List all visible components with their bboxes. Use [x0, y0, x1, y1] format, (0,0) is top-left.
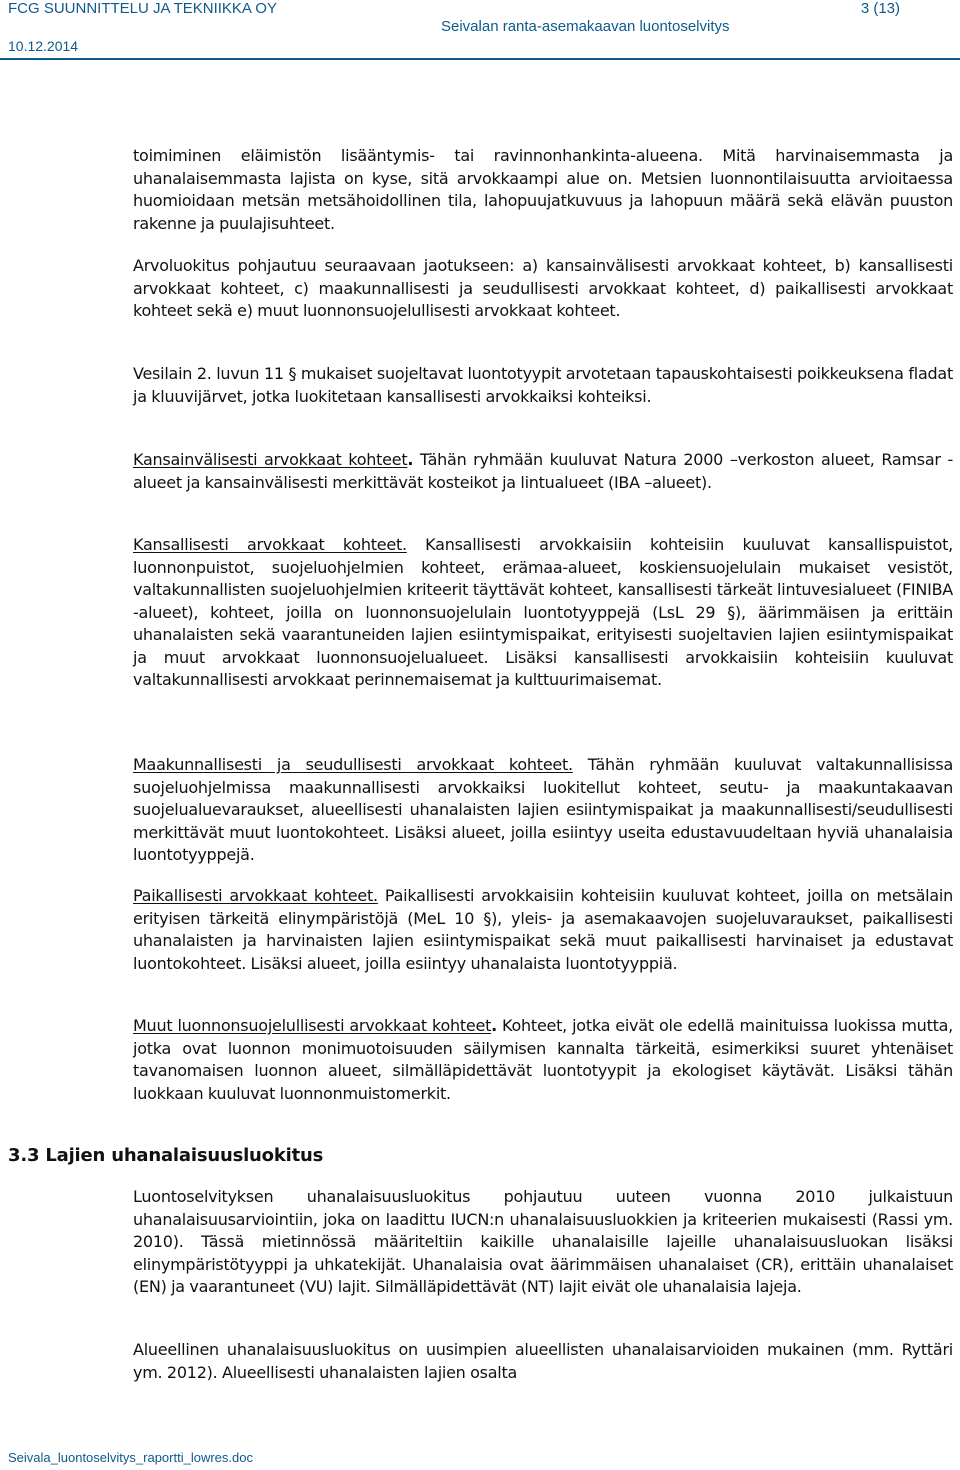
paragraph-regional-red-list — [133, 1339, 953, 1384]
paragraph-text: Alueellinen uhanalaisuusluokitus on uusimpien alueellisten uhanalaisarvioiden mukainen (mm. Ryttäri ym. 2012). Alueellisesti uhanalaisten lajien osalta — [133, 1340, 953, 1382]
paragraph-text: toimiminen eläimistön lisääntymis- tai ravinnonhankinta-alueena. Mitä harvinaisemmasta ja uhanalaisemmasta lajista on kyse, sitä arvokkaampi alue on. Metsien luonnontilaisuutta arvioitaessa huomioidaan metsän metsähoidollinen tila, lahopuujatkuvuus ja lahopuun määrä sekä elävän puuston rakenne ja puulajisuhteet. — [133, 146, 953, 233]
paragraph-local-sites — [133, 885, 953, 975]
paragraph-text: Vesilain 2. luvun 11 § mukaiset suojeltavat luontotyypit arvotetaan tapauskohtaisesti poikkeuksena fladat ja kluuvijärvet, jotka luokitetaan kansallisesti arvokkaiksi kohteiksi. — [133, 364, 953, 406]
paragraph-text: Arvoluokitus pohjautuu seuraavaan jaotukseen: a) kansainvälisesti arvokkaat kohteet, b) kansallisesti arvokkaat kohteet, c) maakunnallisesti ja seudullisesti arvokkaat kohteet, d) paikallisesti arvokkaat kohteet sekä e) muut luonnonsuojelullisesti arvokkaat kohteet. — [133, 256, 953, 320]
term-national: Kansallisesti arvokkaat kohteet. — [133, 535, 407, 554]
paragraph-text: Tähän ryhmään kuuluvat Natura 2000 –verkoston alueet, Ramsar -alueet ja kansainvälisesti merkittävät kosteikot ja lintualueet (IBA –alueet). — [133, 450, 953, 492]
paragraph-text: Kohteet, jotka eivät ole edellä mainituissa luokissa mutta, jotka ovat luonnon monimuotoisuuden säilymisen kannalta tärkeitä, esimerkiksi suuret yhtenäiset tavanomaisen luonnon alueet, silmälläpidettävät luontotyypit ja ekologiset käytävät. Lisäksi tähän luokkaan kuuluvat luonnonmuistomerkit. — [133, 1016, 953, 1103]
header-page-number: 3 (13) — [860, 0, 900, 17]
paragraph-national-sites — [133, 534, 953, 692]
paragraph-international-sites — [133, 449, 953, 494]
paragraph-habitat-value — [133, 145, 953, 235]
paragraph-text: Tähän ryhmään kuuluvat valtakunnallisissa suojeluohjelmissa maakunnallisesti arvokkaiksi luokitellut kohteet, seutu- ja maakuntakaavan suojelualuevaraukset, alueellisesti uhanalaisten lajien esiintymispaikat ja maakunnallisesti/seudullisesti merkittävät muut luontokohteet. Lisäksi alueet, joilla esiintyy useita edustavuudeltaan hyviä uhanalaisia luontotyyppejä. — [133, 755, 953, 864]
paragraph-classification-basis — [133, 255, 953, 323]
paragraph-text: Kansallisesti arvokkaisiin kohteisiin kuuluvat kansallispuistot, luonnonpuistot, suojeluohjelmien kohteet, erämaa-alueet, koskiensuojelulain mukaiset vesistöt, valtakunnallisten suojeluohjelmien kriteerit täyttävät kohteet, kansallisesti tärkeät lintuvesialueet (FINIBA -alueet), kohteet, joilla on luonnonsuojelulain luontotyyppejä (LsL 29 §), äärimmäisen ja erittäin uhanalaisten sekä vaarantuneiden lajien esiintymispaikat, erityisesti suojeltavien lajien esiintymispaikat ja muut arvokkaat luonnonsuojelualueet. Lisäksi kansallisesti arvokkaisiin kohteisiin kuuluvat valtakunnallisesti arvokkaat perinnemaisemat ja kulttuurimaisemat. — [133, 535, 953, 689]
term-terminator: . — [407, 450, 414, 469]
term-international: Kansainvälisesti arvokkaat kohteet — [133, 450, 408, 469]
paragraph-water-act — [133, 363, 953, 408]
header-date: 10.12.2014 — [8, 38, 79, 54]
paragraph-text: Luontoselvityksen uhanalaisuusluokitus pohjautuu uuteen vuonna 2010 julkaistuun uhanalaisuusarviointiin, joka on laadittu IUCN:n uhanalaisuusluokkien ja kriteerien mukaisesti (Rassi ym. 2010). Tässä mietinnössä määriteltiin kaikille uhanalaisille lajeille uhanalaisuusluokan lisäksi elinympäristötyyppi ja uhkatekijät. Uhanalaisia ovat äärimmäisen uhanalaiset (CR), erittäin uhanalaiset (EN) ja vaarantuneet (VU) lajit. Silmälläpidettävät (NT) lajit eivät ole uhanalaisia lajeja. — [133, 1187, 953, 1296]
term-regional: Maakunnallisesti ja seudullisesti arvokkaat kohteet. — [133, 755, 573, 774]
paragraph-text: Paikallisesti arvokkaisiin kohteisiin kuuluvat kohteet, joilla on metsälain erityisen tärkeitä elinympäristöjä (MeL 10 §), yleis- ja asemakaavojen suojeluvaraukset, paikallisesti uhanalaisten ja harvinaisten lajien esiintymispaikat sekä muut paikallisesti harvinaiset ja edustavat luontokohteet. Lisäksi alueet, joilla esiintyy uhanalaista luontotyyppiä. — [133, 886, 953, 973]
term-terminator: . — [491, 1016, 497, 1035]
paragraph-red-list — [133, 1186, 953, 1299]
header-document-title: Seivalan ranta-asemakaavan luontoselvitys — [441, 18, 730, 35]
term-local: Paikallisesti arvokkaat kohteet. — [133, 886, 378, 905]
header-rule — [0, 58, 960, 60]
header-organization: FCG SUUNNITTELU JA TEKNIIKKA OY — [8, 0, 277, 17]
section-heading: 3.3 Lajien uhanalaisuusluokitus — [8, 1145, 324, 1166]
footer-filename: Seivala_luontoselvitys_raportti_lowres.doc — [8, 1450, 253, 1465]
term-other: Muut luonnonsuojelullisesti arvokkaat kohteet — [133, 1016, 492, 1035]
paragraph-other-sites — [133, 1015, 953, 1105]
paragraph-regional-sites — [133, 754, 953, 867]
